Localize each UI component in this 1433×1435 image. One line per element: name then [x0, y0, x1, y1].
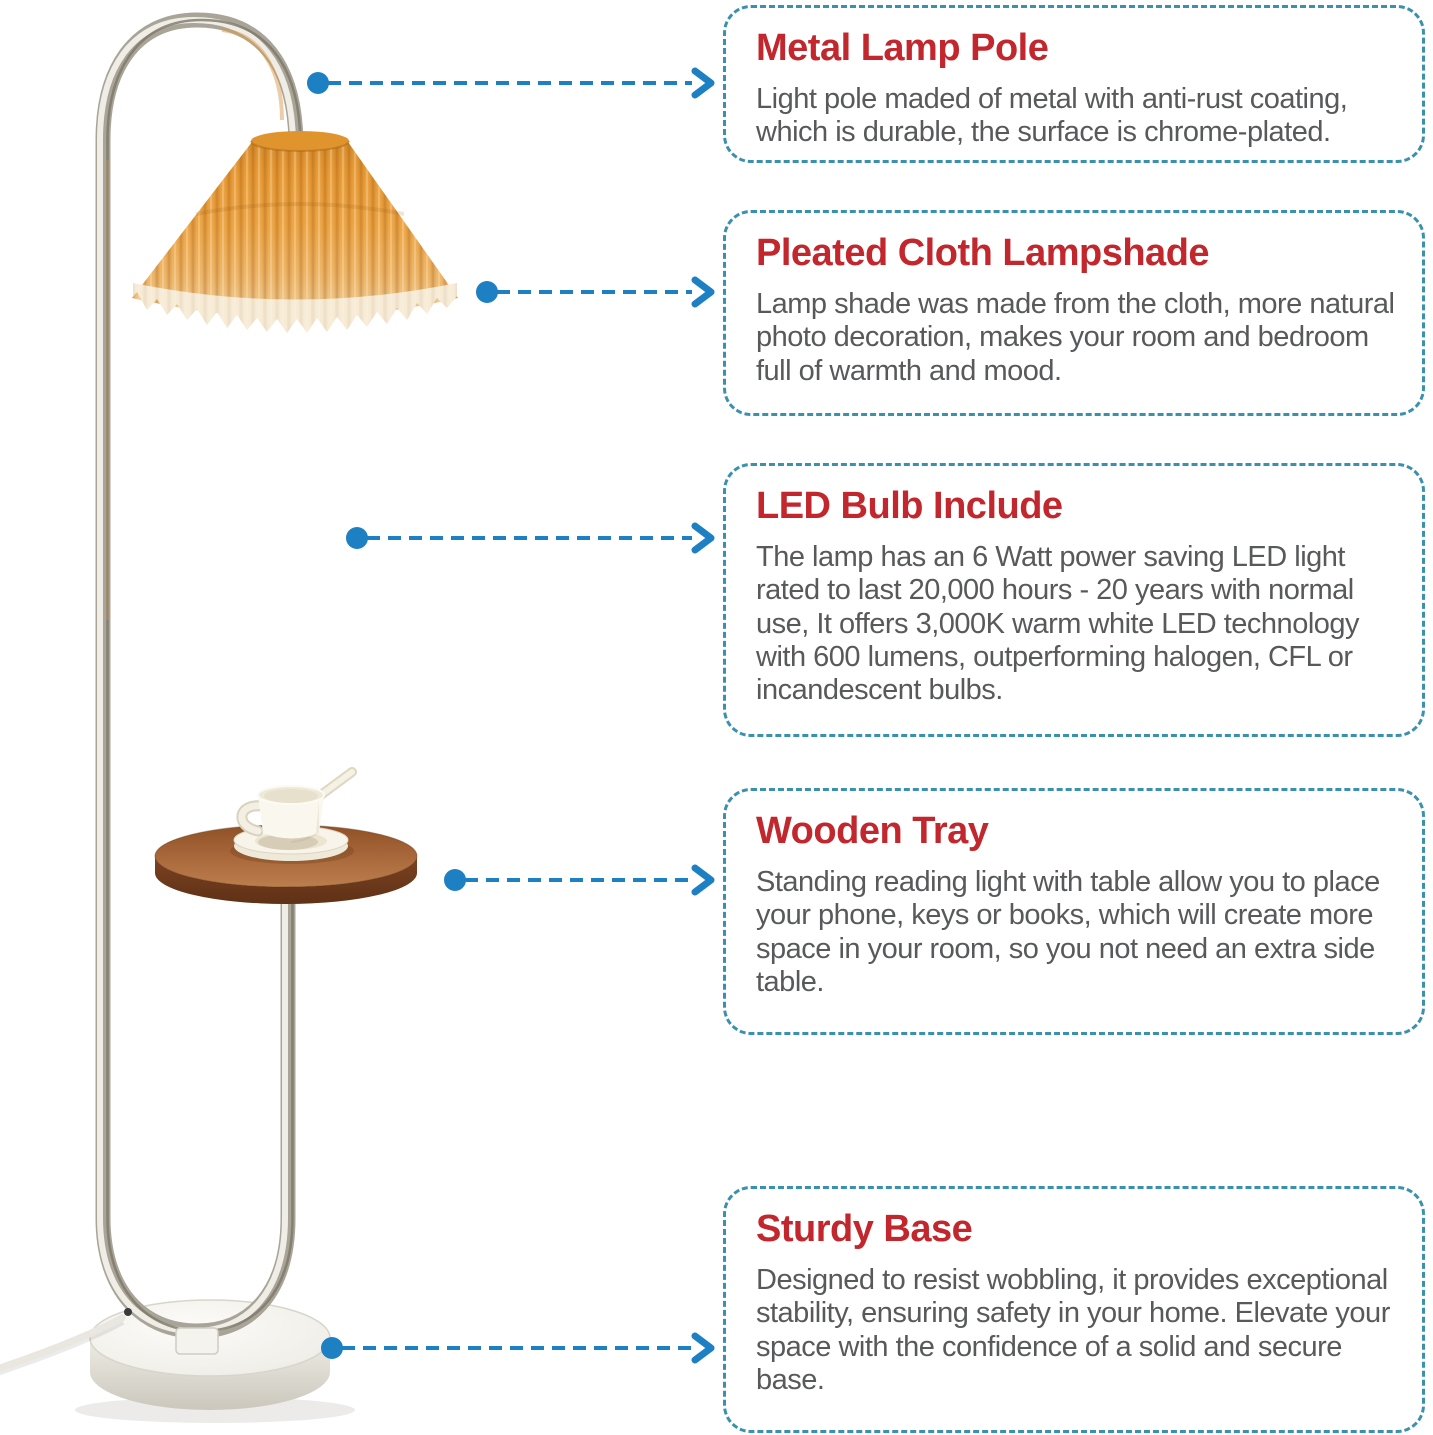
connector-dot: [476, 281, 498, 303]
coffee-cup-illustration: [234, 772, 352, 861]
callout-sturdy-base: [723, 1186, 1425, 1433]
callout-title: Wooden Tray: [756, 810, 989, 852]
connector-dashed-line: [342, 1346, 692, 1350]
arrow-right-icon: [690, 522, 716, 554]
callout-body: The lamp has an 6 Watt power saving LED light rated to last 20,000 hours - 20 years with normal use, It offers 3,000K warm white LED technology with 600 lumens, outperforming halogen, CFL or incandescent bulbs.: [756, 541, 1360, 707]
callout-led-bulb-include: [723, 463, 1425, 737]
callout-body: Light pole maded of metal with anti-rust coating, which is durable, the surface is chrome-plated.: [756, 83, 1348, 149]
arrow-right-icon: [690, 1332, 716, 1364]
callout-wooden-tray: [723, 788, 1425, 1035]
connector-wooden-tray: [444, 865, 716, 895]
connector-dot: [307, 72, 329, 94]
arrow-right-icon: [690, 864, 716, 896]
arrow-right-icon: [690, 67, 716, 99]
connector-dashed-line: [328, 81, 692, 85]
connector-dashed-line: [465, 878, 692, 882]
arrow-right-icon: [690, 276, 716, 308]
callout-body: Lamp shade was made from the cloth, more natural photo decoration, makes your room and bedroom full of warmth and mood.: [756, 288, 1395, 387]
callout-title: Sturdy Base: [756, 1208, 973, 1250]
connector-dot: [444, 869, 466, 891]
callout-body: Designed to resist wobbling, it provides exceptional stability, ensuring safety in your home. Elevate your space with the confidence of a solid and secure base.: [756, 1264, 1390, 1397]
connector-dashed-line: [367, 536, 692, 540]
connector-dashed-line: [497, 290, 692, 294]
power-switch-dot: [124, 1308, 132, 1316]
callout-title: Metal Lamp Pole: [756, 27, 1049, 69]
connector-pleated-lampshade: [476, 277, 716, 307]
pleated-lampshade-illustration: [132, 131, 458, 333]
callout-pleated-cloth-lampshade: [723, 210, 1425, 416]
connector-metal-lamp-pole: [307, 68, 716, 98]
callout-metal-lamp-pole: [723, 5, 1425, 163]
callout-title: Pleated Cloth Lampshade: [756, 232, 1210, 274]
connector-led-bulb: [346, 523, 716, 553]
connector-sturdy-base: [321, 1333, 716, 1363]
connector-dot: [346, 527, 368, 549]
callout-body: Standing reading light with table allow you to place your phone, keys or books, which will create more space in your room, so you not need an extra side table.: [756, 866, 1380, 999]
callout-title: LED Bulb Include: [756, 485, 1063, 527]
connector-dot: [321, 1337, 343, 1359]
